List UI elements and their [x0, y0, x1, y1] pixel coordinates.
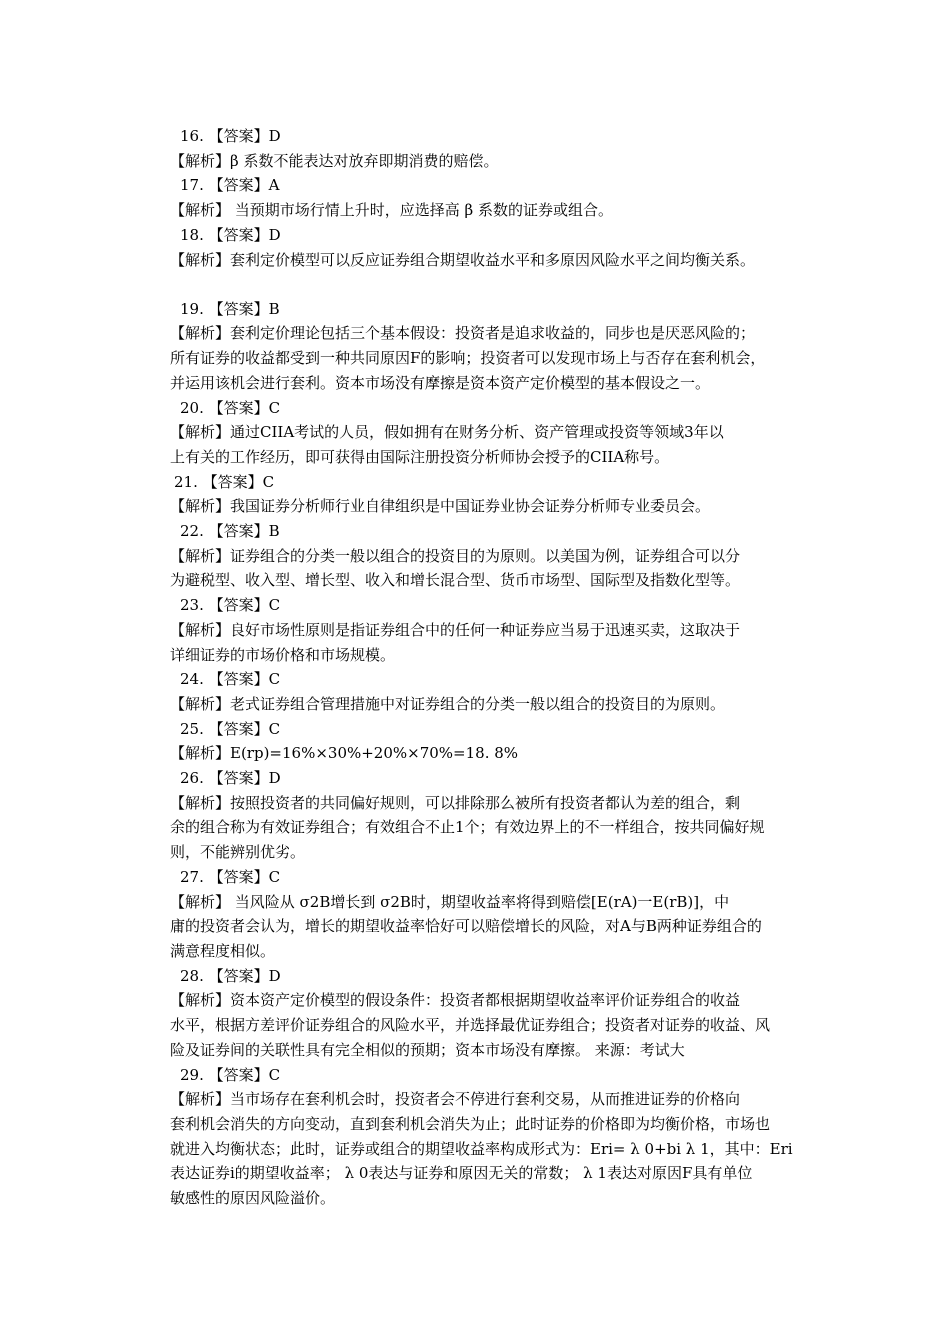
answer-list: [170, 124, 822, 1211]
explanation-line: 【解析】套利定价模型可以反应证券组合期望收益水平和多原因风险水平之间均衡关系。: [170, 250, 756, 269]
explanation-line: 敏感性的原因风险溢价。: [170, 1189, 336, 1208]
answer-line: 23. 【答案】C: [180, 596, 281, 615]
explanation-line: 并运用该机会进行套利。资本市场没有摩擦是资本资产定价模型的基本假设之一。: [170, 373, 711, 392]
answer-line: 18. 【答案】D: [180, 225, 281, 244]
explanation-line: 险及证券间的关联性具有完全相似的预期；资本市场没有摩擦。 来源：考试大: [170, 1040, 685, 1059]
explanation-line: 【解析】我国证券分析师行业自律组织是中国证券业协会证券分析师专业委员会。: [170, 497, 711, 516]
explanation-line: 【解析】资本资产定价模型的假设条件：投资者都根据期望收益率评价证券组合的收益: [170, 991, 741, 1010]
answer-line: 24. 【答案】C: [180, 670, 281, 689]
explanation-line: 【解析】通过CIIA考试的人员，假如拥有在财务分析、资产管理或投资等领域3年以: [170, 423, 724, 442]
explanation-line: 余的组合称为有效证券组合；有效组合不止1个；有效边界上的不一样组合，按共同偏好规: [170, 818, 765, 837]
answer-line: 21. 【答案】C: [174, 472, 275, 491]
explanation-line: 【解析】证券组合的分类一般以组合的投资目的为原则。以美国为例，证券组合可以分: [170, 546, 741, 565]
explanation-line: 为避税型、收入型、增长型、收入和增长混合型、货币市场型、国际型及指数化型等。: [170, 571, 741, 590]
answer-line: 16. 【答案】D: [180, 127, 281, 145]
explanation-line: 庸的投资者会认为，增长的期望收益率恰好可以赔偿增长的风险，对A与B两种证券组合的: [170, 917, 762, 936]
explanation-line: 则，不能辨别优劣。: [170, 843, 306, 862]
explanation-line: 水平，根据方差评价证券组合的风险水平，并选择最优证券组合；投资者对证券的收益、风: [170, 1016, 771, 1035]
explanation-line: 【解析】 当预期市场行情上升时，应选择高 β 系数的证券或组合。: [170, 201, 613, 220]
explanation-line: 【解析】按照投资者的共同偏好规则，可以排除那么被所有投资者都认为差的组合，剩: [170, 793, 741, 812]
explanation-line: 【解析】当市场存在套利机会时，投资者会不停进行套利交易，从而推进证券的价格向: [170, 1090, 741, 1109]
answer-line: 19. 【答案】B: [180, 299, 280, 318]
explanation-line: 满意程度相似。: [170, 942, 276, 960]
answer-line: 29. 【答案】C: [180, 1065, 281, 1084]
explanation-line: 【解析】β 系数不能表达对放弃即期消费的赔偿。: [170, 151, 499, 170]
spacer: [170, 272, 822, 297]
explanation-line: 套利机会消失的方向变动，直到套利机会消失为止；此时证券的价格即为均衡价格，市场也: [170, 1114, 771, 1133]
explanation-line: 详细证券的市场价格和市场规模。: [170, 645, 396, 664]
explanation-line: 表达证券i的期望收益率； λ 0表达与证券和原因无关的常数； λ 1表达对原因F具有单位: [170, 1164, 753, 1183]
answer-line: 25. 【答案】C: [180, 719, 281, 738]
explanation-line: 【解析】套利定价理论包括三个基本假设：投资者是追求收益的，同步也是厌恶风险的；: [170, 324, 756, 343]
answer-line: 28. 【答案】D: [180, 966, 281, 985]
explanation-line: 【解析】E(rp)=16%×30%+20%×70%=18. 8%: [170, 744, 519, 763]
answer-line: 22. 【答案】B: [180, 522, 280, 541]
explanation-line: 【解析】老式证券组合管理措施中对证券组合的分类一般以组合的投资目的为原则。: [170, 694, 726, 713]
answer-line: 20. 【答案】C: [180, 398, 281, 417]
explanation-line: 就进入均衡状态；此时，证券或组合的期望收益率构成形式为：Eri= λ 0+bi λ 1，其中：Eri: [170, 1139, 793, 1158]
explanation-line: 所有证券的收益都受到一种共同原因F的影响；投资者可以发现市场上与否存在套利机会，: [170, 349, 766, 368]
explanation-line: 【解析】良好市场性原则是指证券组合中的任何一种证券应当易于迅速买卖，这取决于: [170, 620, 741, 639]
answer-line: 26. 【答案】D: [180, 769, 281, 788]
explanation-line: 【解析】 当风险从 σ2B增长到 σ2B时，期望收益率将得到赔偿[E(rA)一E(rB)]，中: [170, 892, 730, 911]
answer-line: 17. 【答案】A: [180, 176, 280, 195]
answer-line: 27. 【答案】C: [180, 867, 281, 886]
explanation-line: 上有关的工作经历，即可获得由国际注册投资分析师协会授予的CIIA称号。: [170, 447, 670, 466]
